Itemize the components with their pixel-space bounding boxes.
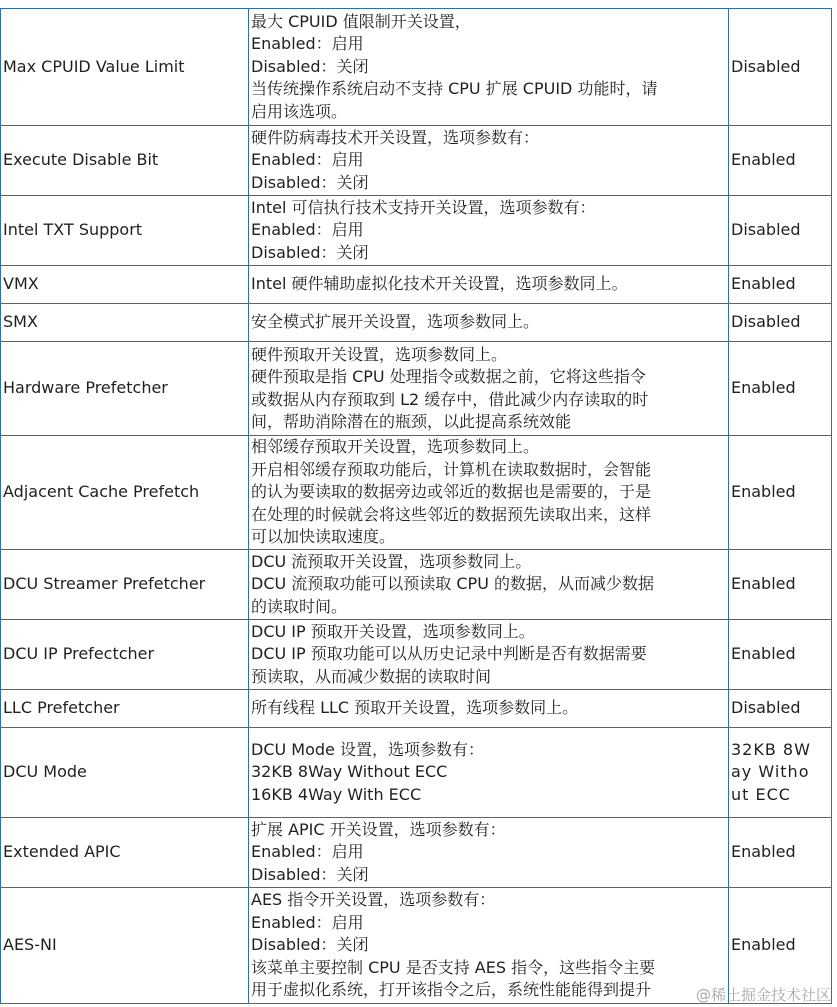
setting-description xyxy=(249,620,729,690)
description-line: DCU 流预取开关设置，选项参数同上。 xyxy=(251,551,532,571)
setting-description xyxy=(249,9,729,126)
description-line: 的认为要读取的数据旁边或邻近的数据也是需要的，于是 xyxy=(251,482,652,502)
table-row xyxy=(1,266,832,304)
description-line: Enabled：启用 xyxy=(251,34,364,54)
setting-description xyxy=(249,342,729,436)
setting-default xyxy=(729,436,832,550)
description-line: 最大 CPUID 值限制开关设置， xyxy=(251,11,471,31)
table-row xyxy=(1,818,832,888)
default-value: Disabled xyxy=(731,312,801,332)
setting-default xyxy=(729,620,832,690)
table-row xyxy=(1,690,832,728)
setting-description xyxy=(249,126,729,196)
watermark: @稀土掘金技术社区 xyxy=(695,986,831,1004)
setting-description xyxy=(249,818,729,888)
description-line: 所有线程 LLC 预取开关设置，选项参数同上。 xyxy=(251,698,579,718)
table-row xyxy=(1,342,832,436)
setting-description xyxy=(249,304,729,342)
setting-name: AES-NI xyxy=(1,888,249,1004)
description-line: 安全模式扩展开关设置，选项参数同上。 xyxy=(251,312,540,332)
setting-description xyxy=(249,728,729,818)
default-value: Enabled xyxy=(731,274,796,294)
description-line: 可以加快读取速度。 xyxy=(251,527,396,547)
default-value: Disabled xyxy=(731,56,801,76)
setting-default xyxy=(729,196,832,266)
setting-default xyxy=(729,304,832,342)
description-line: 用于虚拟化系统，打开该指令之后，系统性能能得到提升 xyxy=(251,980,652,1000)
setting-description xyxy=(249,888,729,1004)
setting-description xyxy=(249,690,729,728)
setting-name: DCU Mode xyxy=(1,728,249,818)
default-value: Enabled xyxy=(731,378,796,398)
setting-default xyxy=(729,266,832,304)
description-line: AES 指令开关设置，选项参数有： xyxy=(251,890,496,910)
setting-default xyxy=(729,818,832,888)
description-line: DCU IP 预取功能可以从历史记录中判断是否有数据需要 xyxy=(251,644,647,664)
description-line: 的读取时间。 xyxy=(251,596,348,616)
setting-default xyxy=(729,550,832,620)
default-value: Enabled xyxy=(731,574,796,594)
description-line: Disabled：关闭 xyxy=(251,172,369,192)
default-value: Enabled xyxy=(731,842,796,862)
setting-description xyxy=(249,436,729,550)
setting-name: VMX xyxy=(1,266,249,304)
description-line: Disabled：关闭 xyxy=(251,56,369,76)
description-line: DCU IP 预取开关设置，选项参数同上。 xyxy=(251,621,535,641)
bios-settings-table xyxy=(0,8,832,1004)
default-value: Enabled xyxy=(731,150,796,170)
description-line: Intel 硬件辅助虚拟化技术开关设置，选项参数同上。 xyxy=(251,274,628,294)
table-row xyxy=(1,550,832,620)
setting-name: Extended APIC xyxy=(1,818,249,888)
description-line: Disabled：关闭 xyxy=(251,935,369,955)
table-row xyxy=(1,196,832,266)
setting-default xyxy=(729,690,832,728)
table-row xyxy=(1,620,832,690)
setting-name: Adjacent Cache Prefetch xyxy=(1,436,249,550)
setting-description xyxy=(249,266,729,304)
setting-name: Intel TXT Support xyxy=(1,196,249,266)
description-line: 硬件防病毒技术开关设置，选项参数有： xyxy=(251,127,540,147)
description-line: 当传统操作系统启动不支持 CPU 扩展 CPUID 功能时，请 xyxy=(251,79,658,99)
setting-default xyxy=(729,9,832,126)
table-row xyxy=(1,9,832,126)
description-line: 硬件预取开关设置，选项参数同上。 xyxy=(251,344,508,364)
description-line: Disabled：关闭 xyxy=(251,864,369,884)
default-value: Enabled xyxy=(731,935,796,955)
settings-table-body xyxy=(1,9,832,1004)
default-value: 32KB 8Way Without ECC xyxy=(731,739,811,804)
setting-description xyxy=(249,196,729,266)
description-line: Enabled：启用 xyxy=(251,842,364,862)
description-line: 相邻缓存预取开关设置，选项参数同上。 xyxy=(251,437,540,457)
default-value: Disabled xyxy=(731,220,801,240)
table-row xyxy=(1,436,832,550)
description-line: 预读取，从而减少数据的读取时间 xyxy=(251,666,492,686)
description-line: Disabled：关闭 xyxy=(251,242,369,262)
description-line: 在处理的时候就会将这些邻近的数据预先读取出来，这样 xyxy=(251,504,652,524)
table-row xyxy=(1,304,832,342)
setting-name: SMX xyxy=(1,304,249,342)
description-line: 该菜单主要控制 CPU 是否支持 AES 指令，这些指令主要 xyxy=(251,957,656,977)
description-line: 或数据从内存预取到 L2 缓存中，借此减少内存读取的时 xyxy=(251,389,649,409)
setting-name: Hardware Prefetcher xyxy=(1,342,249,436)
setting-name: LLC Prefetcher xyxy=(1,690,249,728)
description-line: 16KB 4Way With ECC xyxy=(251,784,422,804)
description-line: Intel 可信执行技术支持开关设置，选项参数有： xyxy=(251,197,596,217)
description-line: DCU 流预取功能可以预读取 CPU 的数据，从而减少数据 xyxy=(251,574,654,594)
description-line: 启用该选项。 xyxy=(251,101,348,121)
description-line: Enabled：启用 xyxy=(251,220,364,240)
setting-name: DCU IP Prefectcher xyxy=(1,620,249,690)
description-line: 开启相邻缓存预取功能后，计算机在读取数据时，会智能 xyxy=(251,459,652,479)
setting-description xyxy=(249,550,729,620)
setting-default xyxy=(729,126,832,196)
setting-default xyxy=(729,728,832,818)
description-line: 硬件预取是指 CPU 处理指令或数据之前，它将这些指令 xyxy=(251,367,646,386)
description-line: Enabled：启用 xyxy=(251,150,364,170)
description-line: DCU Mode 设置，选项参数有： xyxy=(251,739,484,759)
description-line: 32KB 8Way Without ECC xyxy=(251,762,448,782)
description-line: 扩展 APIC 开关设置，选项参数有： xyxy=(251,819,506,839)
description-line: Enabled：启用 xyxy=(251,912,364,932)
setting-name: DCU Streamer Prefetcher xyxy=(1,550,249,620)
setting-default xyxy=(729,342,832,436)
description-line: 间，帮助消除潜在的瓶颈，以此提高系统效能 xyxy=(251,412,572,431)
default-value: Enabled xyxy=(731,482,796,502)
setting-name: Execute Disable Bit xyxy=(1,126,249,196)
table-row xyxy=(1,728,832,818)
setting-name: Max CPUID Value Limit xyxy=(1,9,249,126)
default-value: Enabled xyxy=(731,644,796,664)
default-value: Disabled xyxy=(731,698,801,718)
table-row xyxy=(1,126,832,196)
